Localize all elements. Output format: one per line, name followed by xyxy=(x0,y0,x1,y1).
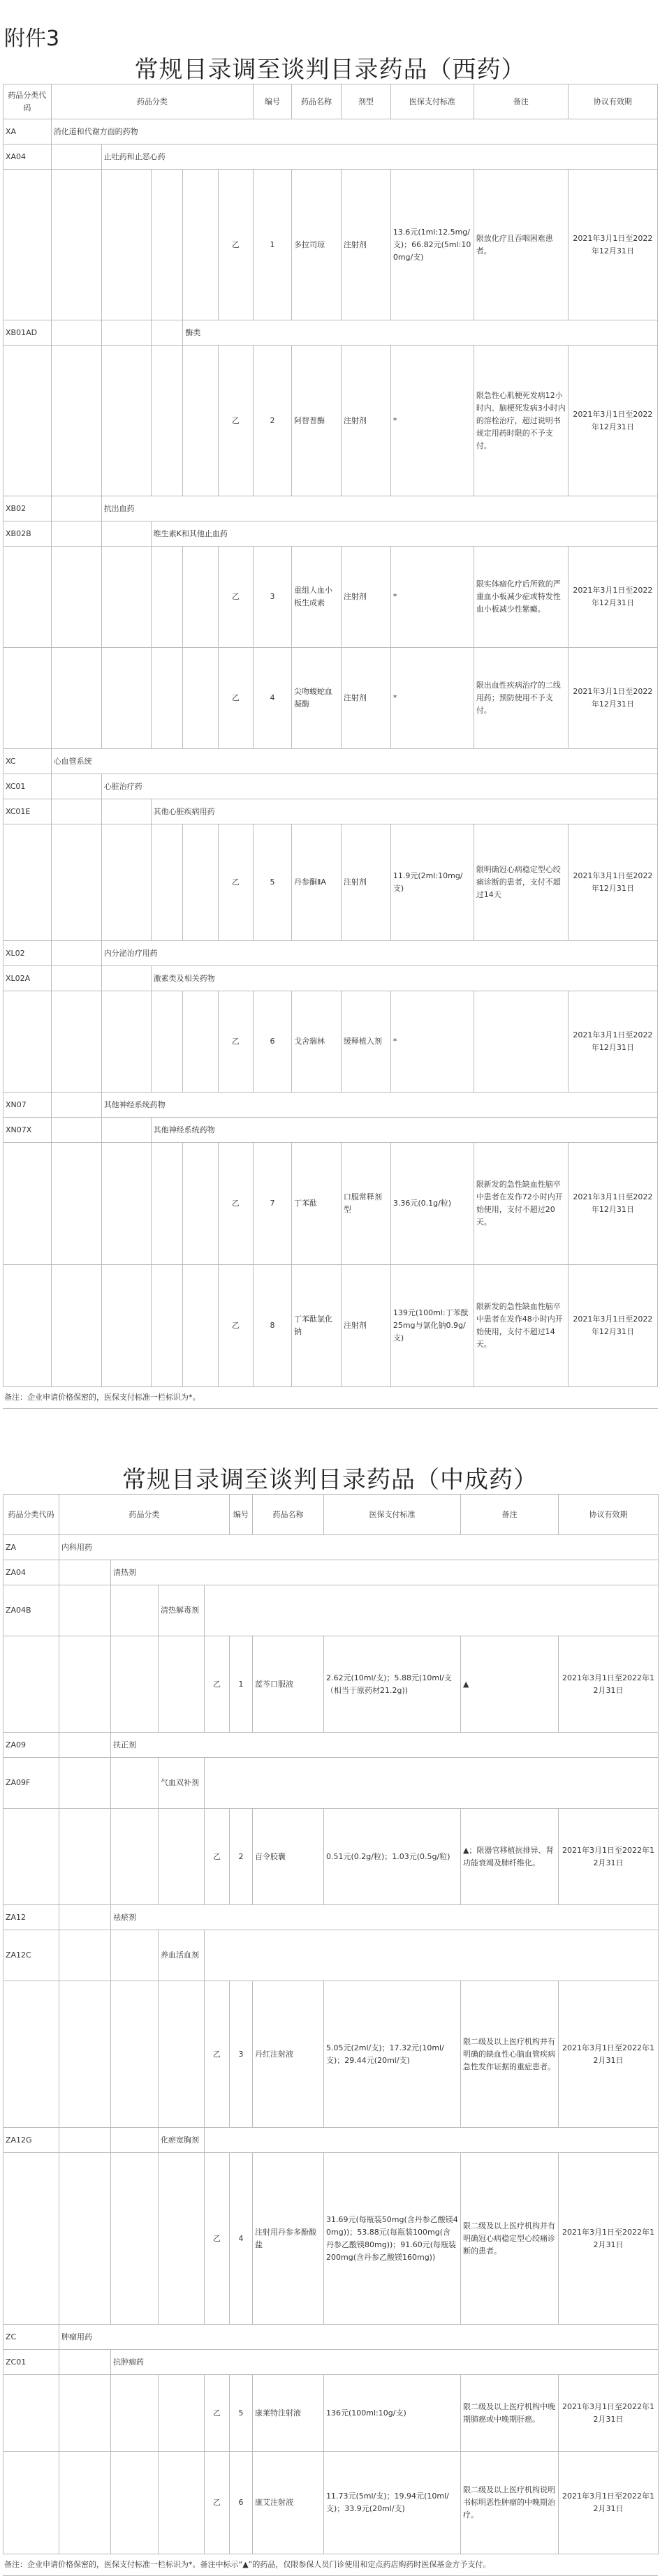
chinese-header-row xyxy=(3,1495,659,1535)
payment-standard: * xyxy=(390,991,474,1093)
category-label: 其他神经系统药物 xyxy=(151,1118,657,1143)
empty-cell xyxy=(205,2128,659,2153)
category-row xyxy=(3,2350,659,2375)
category-label: 心脏治疗药 xyxy=(101,774,657,799)
remark: 限新发的急性缺血性脑卒中患者在发作72小时内开始使用，支付不超过20天。 xyxy=(474,1143,568,1265)
drug-name: 康艾注射液 xyxy=(253,2452,324,2554)
empty-cell xyxy=(151,1265,183,1387)
category-row xyxy=(3,521,658,547)
empty-cell xyxy=(59,1560,111,1585)
agreement-period: 2021年3月1日至2022年12月31日 xyxy=(568,170,657,320)
drug-class: 乙 xyxy=(205,1809,230,1905)
empty-cell xyxy=(151,991,183,1093)
header-category: 药品分类 xyxy=(51,84,253,119)
drug-class: 乙 xyxy=(205,2153,230,2325)
category-label: 酶类 xyxy=(183,320,658,346)
empty-cell xyxy=(3,648,52,749)
category-label: 气血双补剂 xyxy=(159,1758,205,1809)
drug-class: 乙 xyxy=(205,2452,230,2554)
empty-cell xyxy=(183,1143,218,1265)
empty-cell xyxy=(3,2153,59,2325)
drug-row xyxy=(3,2375,659,2452)
empty-cell xyxy=(3,2375,59,2452)
category-code: XL02A xyxy=(3,966,52,991)
drug-row xyxy=(3,1265,658,1387)
drug-name: 戈舍瑞林 xyxy=(292,991,342,1093)
empty-cell xyxy=(101,991,151,1093)
dosage-form: 缓释植入剂 xyxy=(341,991,390,1093)
category-row xyxy=(3,774,658,799)
empty-cell xyxy=(59,2452,111,2554)
empty-cell xyxy=(3,1265,52,1387)
empty-cell xyxy=(151,648,183,749)
drug-row xyxy=(3,346,658,496)
empty-cell xyxy=(51,496,101,521)
empty-cell xyxy=(51,799,101,824)
drug-number: 1 xyxy=(230,1636,253,1733)
remark: 限明确冠心病稳定型心绞痛诊断的患者，支付不超过14天 xyxy=(474,824,568,941)
header-remark: 备注 xyxy=(461,1495,559,1535)
payment-standard: 13.6元(1ml:12.5mg/支)；66.82元(5ml:100mg/支) xyxy=(390,170,474,320)
drug-class: 乙 xyxy=(218,1143,253,1265)
category-code: ZA12G xyxy=(3,2128,59,2153)
empty-cell xyxy=(51,170,101,320)
category-row xyxy=(3,320,658,346)
empty-cell xyxy=(111,1636,159,1733)
category-label: 内科用药 xyxy=(59,1535,659,1560)
header-no: 编号 xyxy=(230,1495,253,1535)
drug-name: 尖吻蝮蛇血凝酶 xyxy=(292,648,342,749)
western-footnote-divider xyxy=(3,1408,658,1409)
empty-cell xyxy=(51,941,101,966)
empty-cell xyxy=(101,346,151,496)
empty-cell xyxy=(51,648,101,749)
payment-standard: 2.62元(10ml/支)；5.88元(10ml/支（相当于原药材21.2g)) xyxy=(324,1636,461,1733)
empty-cell xyxy=(205,1585,659,1636)
agreement-period: 2021年3月1日至2022年12月31日 xyxy=(559,1809,659,1905)
payment-standard: 11.73元(5ml/支)；19.94元(10ml/支)；33.9元(20ml/支) xyxy=(324,2452,461,2554)
drug-class: 乙 xyxy=(205,1981,230,2128)
drug-number: 5 xyxy=(254,824,292,941)
empty-cell xyxy=(59,1585,111,1636)
category-row xyxy=(3,1118,658,1143)
drug-class: 乙 xyxy=(218,648,253,749)
empty-cell xyxy=(3,991,52,1093)
category-label: 肿瘤用药 xyxy=(59,2325,659,2350)
chinese-drug-table xyxy=(3,1494,659,2554)
drug-class: 乙 xyxy=(218,346,253,496)
category-row xyxy=(3,1758,659,1809)
category-code: XC01E xyxy=(3,799,52,824)
remark: ▲ xyxy=(461,1636,559,1733)
category-label: 化瘀宽胸剂 xyxy=(159,2128,205,2153)
payment-standard: 11.9元(2ml:10mg/支) xyxy=(390,824,474,941)
empty-cell xyxy=(51,966,101,991)
category-row xyxy=(3,119,658,145)
category-row xyxy=(3,2325,659,2350)
empty-cell xyxy=(205,1758,659,1809)
empty-cell xyxy=(111,1981,159,2128)
drug-name: 丁苯酞 xyxy=(292,1143,342,1265)
empty-cell xyxy=(59,1758,111,1809)
agreement-period: 2021年3月1日至2022年12月31日 xyxy=(559,2153,659,2325)
empty-cell xyxy=(151,547,183,648)
drug-class: 乙 xyxy=(218,170,253,320)
category-row xyxy=(3,749,658,774)
empty-cell xyxy=(159,1809,205,1905)
empty-cell xyxy=(151,320,183,346)
header-price: 医保支付标准 xyxy=(390,84,474,119)
empty-cell xyxy=(3,1143,52,1265)
drug-number: 4 xyxy=(230,2153,253,2325)
chinese-table-title: 常规目录调至谈判目录药品（中成药） xyxy=(122,1466,538,1494)
category-label: 止吐药和止恶心药 xyxy=(101,145,657,170)
empty-cell xyxy=(101,648,151,749)
drug-number: 2 xyxy=(254,346,292,496)
agreement-period: 2021年3月1日至2022年12月31日 xyxy=(568,1143,657,1265)
empty-cell xyxy=(151,1143,183,1265)
drug-row xyxy=(3,1809,659,1905)
category-code: XB02B xyxy=(3,521,52,547)
agreement-period: 2021年3月1日至2022年12月31日 xyxy=(559,2452,659,2554)
category-code: ZA09 xyxy=(3,1733,59,1758)
category-row xyxy=(3,145,658,170)
empty-cell xyxy=(59,1809,111,1905)
payment-standard: 136元(100ml:10g/支) xyxy=(324,2375,461,2452)
drug-name: 阿替普酶 xyxy=(292,346,342,496)
drug-class: 乙 xyxy=(205,1636,230,1733)
empty-cell xyxy=(51,991,101,1093)
attachment-label: 附件3 xyxy=(4,27,60,51)
drug-name: 百令胶囊 xyxy=(253,1809,324,1905)
empty-cell xyxy=(51,774,101,799)
drug-name: 注射用丹参多酚酸盐 xyxy=(253,2153,324,2325)
agreement-period: 2021年3月1日至2022年12月31日 xyxy=(559,1981,659,2128)
empty-cell xyxy=(111,2153,159,2325)
drug-row xyxy=(3,824,658,941)
empty-cell xyxy=(101,1143,151,1265)
remark xyxy=(474,991,568,1093)
empty-cell xyxy=(3,1809,59,1905)
category-code: ZC01 xyxy=(3,2350,59,2375)
category-code: ZA xyxy=(3,1535,59,1560)
empty-cell xyxy=(159,1981,205,2128)
category-label: 祛瘀剂 xyxy=(111,1905,659,1930)
category-row xyxy=(3,1093,658,1118)
drug-name: 重组人血小板生成素 xyxy=(292,547,342,648)
remark: 限二级及以上医疗机构并有明确冠心病稳定型心绞痛诊断的患者。 xyxy=(461,2153,559,2325)
category-code: XN07X xyxy=(3,1118,52,1143)
category-label: 维生素K和其他止血药 xyxy=(151,521,657,547)
empty-cell xyxy=(205,1930,659,1981)
drug-row xyxy=(3,547,658,648)
dosage-form: 注射剂 xyxy=(341,170,390,320)
empty-cell xyxy=(101,1118,151,1143)
empty-cell xyxy=(111,1930,159,1981)
category-row xyxy=(3,799,658,824)
remark: 限实体瘤化疗后所致的严重血小板减少症或特发性血小板减少性紫癜。 xyxy=(474,547,568,648)
empty-cell xyxy=(159,2153,205,2325)
empty-cell xyxy=(101,824,151,941)
drug-name: 丹红注射液 xyxy=(253,1981,324,2128)
category-code: ZC xyxy=(3,2325,59,2350)
category-row xyxy=(3,966,658,991)
dosage-form: 注射剂 xyxy=(341,346,390,496)
drug-name: 蓝芩口服液 xyxy=(253,1636,324,1733)
category-code: XA xyxy=(3,119,52,145)
empty-cell xyxy=(111,2375,159,2452)
remark: 限二级及以上医疗机构并有明确的缺血性心脑血管疾病急性发作证据的重症患者。 xyxy=(461,1981,559,2128)
empty-cell xyxy=(59,2350,111,2375)
category-code: XC xyxy=(3,749,52,774)
drug-number: 3 xyxy=(230,1981,253,2128)
empty-cell xyxy=(101,1265,151,1387)
agreement-period: 2021年3月1日至2022年12月31日 xyxy=(568,547,657,648)
header-period: 协议有效期 xyxy=(559,1495,659,1535)
agreement-period: 2021年3月1日至2022年12月31日 xyxy=(559,1636,659,1733)
drug-class: 乙 xyxy=(218,1265,253,1387)
category-label: 消化道和代谢方面的药物 xyxy=(51,119,657,145)
header-no: 编号 xyxy=(254,84,292,119)
remark: 限二级及以上医疗机构说明书标明恶性肿瘤的中晚期治疗。 xyxy=(461,2452,559,2554)
dosage-form: 注射剂 xyxy=(341,1265,390,1387)
drug-row xyxy=(3,1143,658,1265)
drug-number: 7 xyxy=(254,1143,292,1265)
dosage-form: 注射剂 xyxy=(341,547,390,648)
empty-cell xyxy=(51,547,101,648)
drug-number: 5 xyxy=(230,2375,253,2452)
drug-number: 1 xyxy=(254,170,292,320)
empty-cell xyxy=(51,1118,101,1143)
category-label: 激素类及相关药物 xyxy=(151,966,657,991)
category-row xyxy=(3,1585,659,1636)
header-name: 药品名称 xyxy=(253,1495,324,1535)
agreement-period: 2021年3月1日至2022年12月31日 xyxy=(568,991,657,1093)
category-code: ZA12 xyxy=(3,1905,59,1930)
category-label: 养血活血剂 xyxy=(159,1930,205,1981)
header-price: 医保支付标准 xyxy=(324,1495,461,1535)
empty-cell xyxy=(101,966,151,991)
payment-standard: 0.51元(0.2g/粒)；1.03元(0.5g/粒) xyxy=(324,1809,461,1905)
empty-cell xyxy=(51,145,101,170)
category-code: XB02 xyxy=(3,496,52,521)
empty-cell xyxy=(183,170,218,320)
empty-cell xyxy=(59,1733,111,1758)
category-label: 其他心脏疾病用药 xyxy=(151,799,657,824)
drug-number: 6 xyxy=(230,2452,253,2554)
empty-cell xyxy=(3,824,52,941)
western-header-row xyxy=(3,84,658,119)
category-label: 其他神经系统药物 xyxy=(101,1093,657,1118)
empty-cell xyxy=(59,1930,111,1981)
drug-name: 丁苯酞氯化钠 xyxy=(292,1265,342,1387)
empty-cell xyxy=(3,346,52,496)
drug-name: 多拉司琼 xyxy=(292,170,342,320)
category-row xyxy=(3,1535,659,1560)
empty-cell xyxy=(151,170,183,320)
empty-cell xyxy=(51,1093,101,1118)
payment-standard: 3.36元(0.1g/粒) xyxy=(390,1143,474,1265)
category-code: ZA04B xyxy=(3,1585,59,1636)
western-footnote: 备注：企业申请价格保密的，医保支付标准一栏标识为*。 xyxy=(4,1393,200,1402)
empty-cell xyxy=(159,2375,205,2452)
category-label: 清热剂 xyxy=(111,1560,659,1585)
payment-standard: 139元(100ml:丁苯酞25mg与氯化钠0.9g/支) xyxy=(390,1265,474,1387)
drug-number: 8 xyxy=(254,1265,292,1387)
drug-name: 丹参酮ⅡA xyxy=(292,824,342,941)
empty-cell xyxy=(183,991,218,1093)
category-code: XL02 xyxy=(3,941,52,966)
drug-row xyxy=(3,1981,659,2128)
category-code: ZA04 xyxy=(3,1560,59,1585)
empty-cell xyxy=(101,320,151,346)
chinese-footnote: 备注：企业申请价格保密的，医保支付标准一栏标识为*。备注中标示“▲”的药品，仅限参保人员门诊使用和定点药店购药时医保基金方予支付。 xyxy=(4,2560,491,2569)
empty-cell xyxy=(101,170,151,320)
category-row xyxy=(3,1905,659,1930)
empty-cell xyxy=(183,346,218,496)
empty-cell xyxy=(183,824,218,941)
payment-standard: * xyxy=(390,648,474,749)
drug-row xyxy=(3,2452,659,2554)
empty-cell xyxy=(151,824,183,941)
drug-class: 乙 xyxy=(218,824,253,941)
category-row xyxy=(3,2128,659,2153)
payment-standard: 31.69元(每瓶装50mg(含丹参乙酸镁40mg))；53.88元(每瓶装100mg(含丹参乙酸镁80mg))；91.60元(每瓶装200mg(含丹参乙酸镁160mg)) xyxy=(324,2153,461,2325)
drug-number: 4 xyxy=(254,648,292,749)
remark: 限放化疗且吞咽困难患者。 xyxy=(474,170,568,320)
empty-cell xyxy=(3,547,52,648)
drug-row xyxy=(3,991,658,1093)
empty-cell xyxy=(151,346,183,496)
empty-cell xyxy=(3,1636,59,1733)
empty-cell xyxy=(111,1585,159,1636)
empty-cell xyxy=(59,1905,111,1930)
category-code: ZA09F xyxy=(3,1758,59,1809)
header-form: 剂型 xyxy=(341,84,390,119)
remark: 限二级及以上医疗机构中晚期肺癌或中晚期肝癌。 xyxy=(461,2375,559,2452)
category-label: 抗肿瘤药 xyxy=(111,2350,659,2375)
empty-cell xyxy=(101,799,151,824)
agreement-period: 2021年3月1日至2022年12月31日 xyxy=(559,2375,659,2452)
header-code: 药品分类代码 xyxy=(3,1495,59,1535)
drug-class: 乙 xyxy=(218,991,253,1093)
category-row xyxy=(3,1930,659,1981)
empty-cell xyxy=(159,1636,205,1733)
empty-cell xyxy=(3,1981,59,2128)
empty-cell xyxy=(111,1758,159,1809)
remark: 限新发的急性缺血性脑卒中患者在发作48小时内开始使用，支付不超过14天。 xyxy=(474,1265,568,1387)
empty-cell xyxy=(101,547,151,648)
header-code: 药品分类代码 xyxy=(3,84,52,119)
header-name: 药品名称 xyxy=(292,84,342,119)
payment-standard: * xyxy=(390,346,474,496)
category-row xyxy=(3,496,658,521)
drug-number: 2 xyxy=(230,1809,253,1905)
agreement-period: 2021年3月1日至2022年12月31日 xyxy=(568,346,657,496)
payment-standard: * xyxy=(390,547,474,648)
header-period: 协议有效期 xyxy=(568,84,657,119)
empty-cell xyxy=(159,2452,205,2554)
agreement-period: 2021年3月1日至2022年12月31日 xyxy=(568,824,657,941)
remark: ▲；限器官移植抗排异、肾功能衰竭及肺纤维化。 xyxy=(461,1809,559,1905)
empty-cell xyxy=(59,2128,111,2153)
empty-cell xyxy=(111,2128,159,2153)
drug-number: 6 xyxy=(254,991,292,1093)
category-code: XB01AD xyxy=(3,320,52,346)
drug-name: 康莱特注射液 xyxy=(253,2375,324,2452)
empty-cell xyxy=(183,1265,218,1387)
agreement-period: 2021年3月1日至2022年12月31日 xyxy=(568,648,657,749)
empty-cell xyxy=(51,824,101,941)
empty-cell xyxy=(51,1265,101,1387)
category-code: XC01 xyxy=(3,774,52,799)
empty-cell xyxy=(183,547,218,648)
empty-cell xyxy=(51,346,101,496)
category-label: 清热解毒剂 xyxy=(159,1585,205,1636)
drug-row xyxy=(3,170,658,320)
category-label: 扶正剂 xyxy=(111,1733,659,1758)
remark: 限出血性疾病治疗的二线用药；预防使用不予支付。 xyxy=(474,648,568,749)
empty-cell xyxy=(59,1981,111,2128)
category-code: XA04 xyxy=(3,145,52,170)
category-label: 心血管系统 xyxy=(51,749,657,774)
empty-cell xyxy=(3,170,52,320)
western-drug-table xyxy=(3,84,658,1387)
category-label: 抗出血药 xyxy=(101,496,657,521)
empty-cell xyxy=(101,521,151,547)
dosage-form: 注射剂 xyxy=(341,824,390,941)
category-row xyxy=(3,941,658,966)
drug-row xyxy=(3,1636,659,1733)
payment-standard: 5.05元(2ml/支)；17.32元(10ml/支)；29.44元(20ml/支) xyxy=(324,1981,461,2128)
drug-number: 3 xyxy=(254,547,292,648)
empty-cell xyxy=(111,2452,159,2554)
drug-row xyxy=(3,2153,659,2325)
empty-cell xyxy=(51,1143,101,1265)
empty-cell xyxy=(59,2375,111,2452)
category-code: ZA12C xyxy=(3,1930,59,1981)
category-row xyxy=(3,1560,659,1585)
header-category: 药品分类 xyxy=(59,1495,230,1535)
remark: 限急性心肌梗死发病12小时内、脑梗死发病3小时内的溶栓治疗，超过说明书规定用药时限的不予支付。 xyxy=(474,346,568,496)
empty-cell xyxy=(51,521,101,547)
drug-row xyxy=(3,648,658,749)
drug-class: 乙 xyxy=(218,547,253,648)
western-table-title: 常规目录调至谈判目录药品（西药） xyxy=(134,56,526,84)
dosage-form: 口服常释剂型 xyxy=(341,1143,390,1265)
dosage-form: 注射剂 xyxy=(341,648,390,749)
category-label: 内分泌治疗用药 xyxy=(101,941,657,966)
empty-cell xyxy=(51,320,101,346)
category-row xyxy=(3,1733,659,1758)
empty-cell xyxy=(59,1636,111,1733)
empty-cell xyxy=(183,648,218,749)
empty-cell xyxy=(3,2452,59,2554)
empty-cell xyxy=(59,2153,111,2325)
agreement-period: 2021年3月1日至2022年12月31日 xyxy=(568,1265,657,1387)
header-remark: 备注 xyxy=(474,84,568,119)
category-code: XN07 xyxy=(3,1093,52,1118)
empty-cell xyxy=(111,1809,159,1905)
drug-class: 乙 xyxy=(205,2375,230,2452)
